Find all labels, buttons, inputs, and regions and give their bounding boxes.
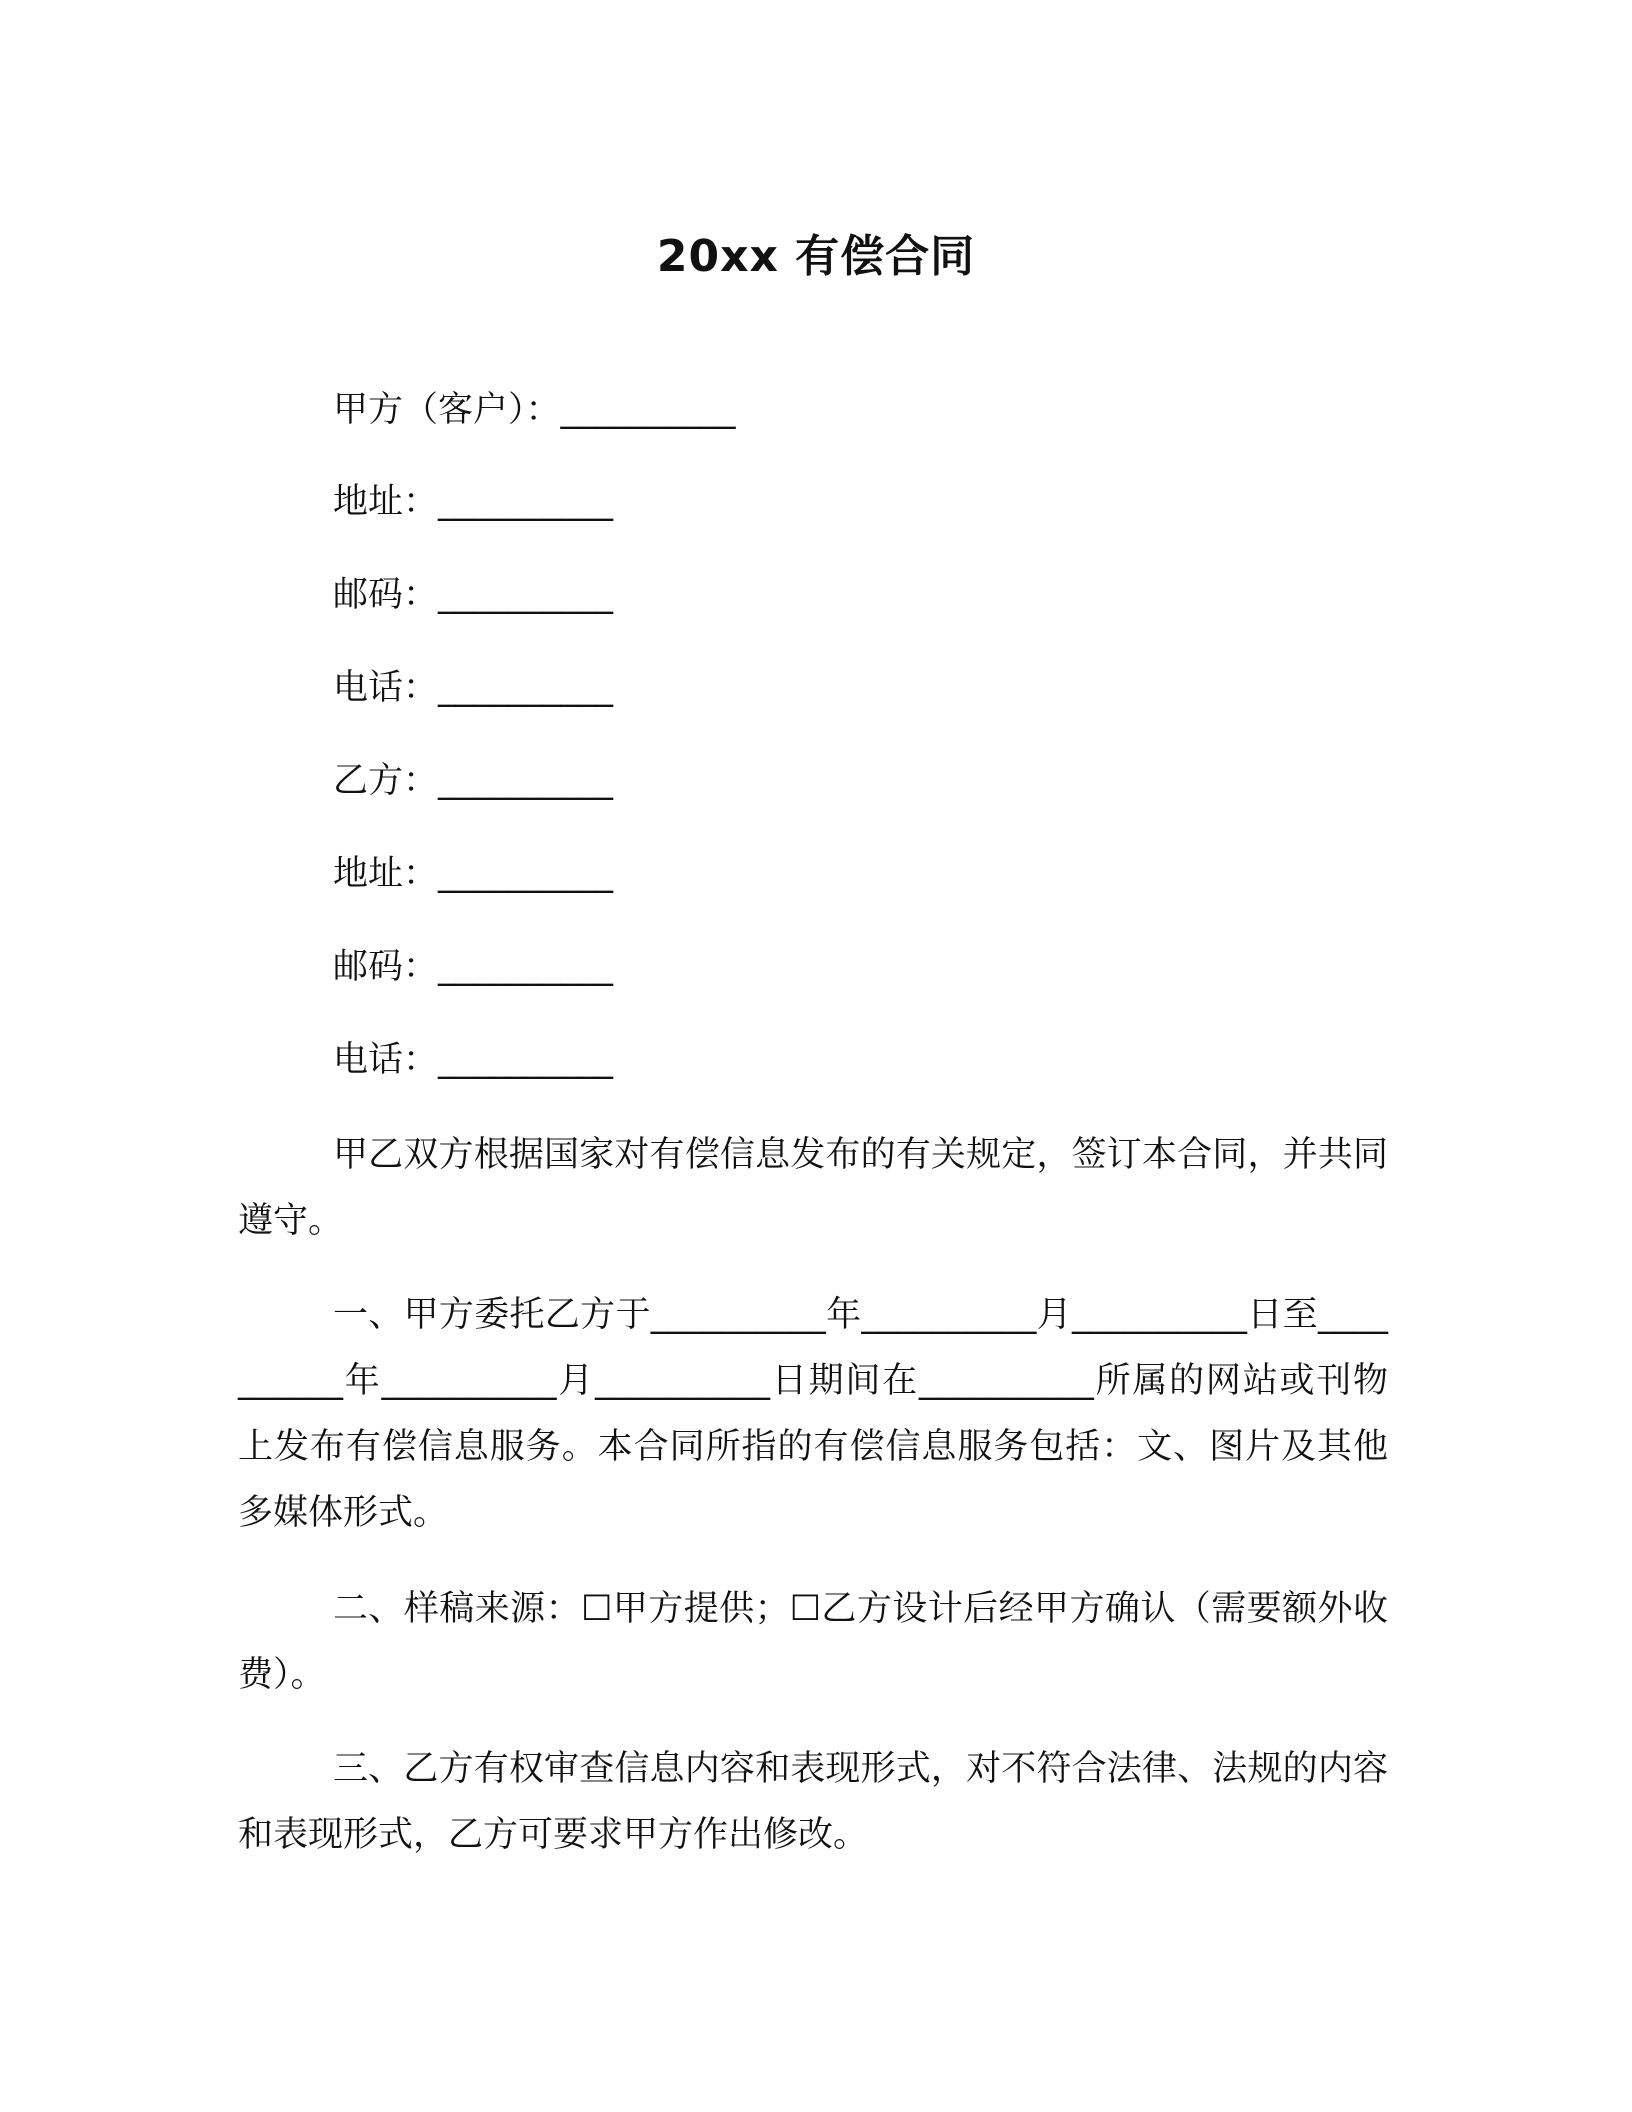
preamble-paragraph: 甲乙双方根据国家对有偿信息发布的有关规定，签订本合同，并共同遵守。 <box>238 1135 1388 1241</box>
party-a-postcode-field: 邮码：__________ <box>333 575 614 615</box>
party-a-client-field: 甲方（客户）：__________ <box>333 390 736 430</box>
party-b-phone-field: 电话：__________ <box>333 1040 614 1080</box>
clause-one-paragraph: 一、甲方委托乙方于__________年__________月__________日至__________年__________月__________日期间在__________所属的网站或刊物上发布有偿信息服务。本合同所指的有偿信息服务包括：文、图片及其他多媒体形式。 <box>238 1295 1388 1533</box>
party-a-address-field: 地址：__________ <box>333 482 614 522</box>
clause-three-paragraph: 三、乙方有权审查信息内容和表现形式，对不符合法律、法规的内容和表现形式，乙方可要求甲方作出修改。 <box>238 1749 1388 1855</box>
document-title: 20xx 有偿合同 <box>656 231 976 282</box>
party-a-phone-field: 电话：__________ <box>333 668 614 708</box>
party-b-field: 乙方：__________ <box>333 761 614 801</box>
clause-two-paragraph: 二、样稿来源：☐甲方提供；☐乙方设计后经甲方确认（需要额外收费）。 <box>238 1589 1388 1695</box>
party-b-postcode-field: 邮码：__________ <box>333 947 614 987</box>
party-b-address-field: 地址：__________ <box>333 854 614 894</box>
